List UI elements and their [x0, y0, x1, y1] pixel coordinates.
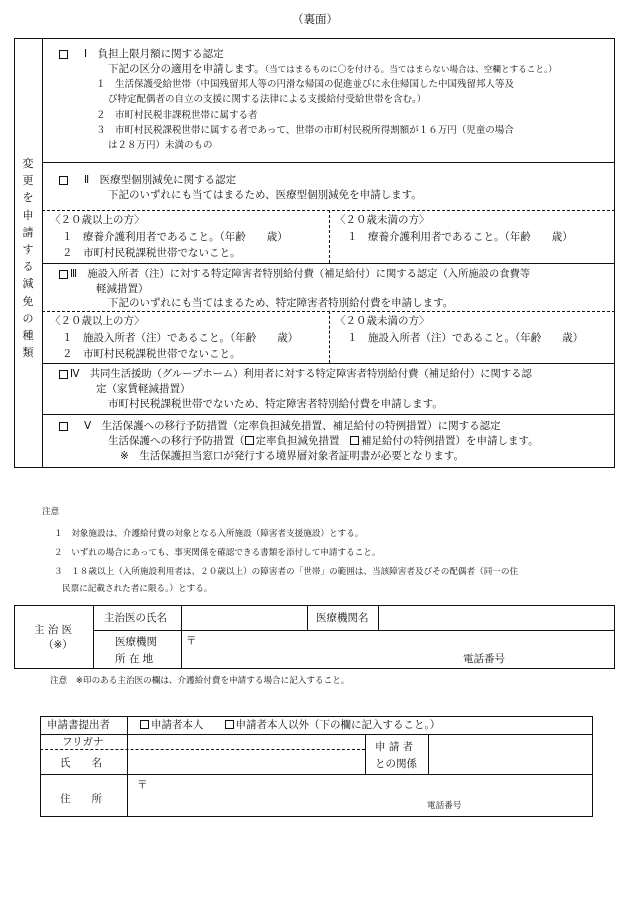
section-3-child-header: 〈２０歳未満の方〉 — [335, 315, 430, 327]
divider — [93, 630, 615, 631]
section-3-heading-1: Ⅲ 施設入所者（注）に対する特定障害者特別給付費（補足給付）に関する認定（入所施設の食費等 — [70, 268, 531, 280]
section-2-child-header: 〈２０歳未満の方〉 — [335, 214, 430, 226]
divider — [307, 605, 308, 630]
section-4-desc: 市町村民税課税世帯でないため、特定障害者特別給付費を申請します。 — [108, 398, 443, 410]
divider — [40, 734, 593, 735]
inst-phone-label: 電話番号 — [463, 653, 505, 665]
doctor-note: 注意 ※印のある主治医の欄は、介護給付費を申請する場合に記入すること。 — [50, 676, 350, 686]
section-2-heading: Ⅱ 医療型個別減免に関する認定 — [84, 174, 237, 186]
page-side-label: （裏面） — [292, 12, 338, 26]
section-3-adult-item-2: ２ 市町村民税課税世帯でないこと。 — [62, 348, 241, 360]
section-4-checkbox[interactable] — [59, 370, 68, 379]
divider — [181, 605, 182, 669]
section-5-checkbox[interactable] — [59, 422, 68, 431]
relation-field[interactable] — [430, 736, 591, 773]
divider — [93, 605, 94, 669]
submitter-options: 申請者本人 申請者本人以外（下の欄に記入すること。） — [140, 718, 440, 732]
note-2: ２ いずれの場合にあっても、事実関係を確認できる書類を添付して申請すること。 — [54, 548, 381, 558]
section-5-heading: Ⅴ 生活保護への移行予防措置（定率負担減免措置、補足給付の特例措置）に関する認定 — [84, 420, 501, 432]
section-1-checkbox[interactable] — [59, 50, 68, 59]
doctor-label-sub: （※） — [43, 639, 73, 651]
divider — [42, 263, 615, 264]
section-1-item-1b: び特定配偶者の自立の支援に関する法律による支援給付受給世帯を含む。） — [108, 94, 427, 105]
section-5-desc: 生活保護への移行予防措置（ 定率負担減免措置 補足給付の特例措置）を申請します。 — [108, 435, 539, 447]
inst-name-field[interactable] — [380, 607, 613, 629]
submitter-title: 申請書提出者 — [47, 719, 110, 731]
section-2-adult-item-1: １ 療養介護利用者であること。（年齢 歳） — [62, 231, 288, 243]
inst-addr-field[interactable] — [183, 632, 613, 668]
section-3-child-item-1: １ 施設入所者（注）であること。（年齢 歳） — [347, 332, 584, 344]
note-3a: ３ １８歳以上（入所施設利用者は、２０歳以上）の障害者の「世帯」の範囲は、当該障害者及びその配偶者（同一の住 — [54, 567, 519, 577]
side-label-divider — [42, 38, 43, 468]
section-3-checkbox[interactable] — [59, 270, 68, 279]
doctor-name-label: 主治医の氏名 — [104, 612, 167, 624]
divider — [42, 162, 615, 163]
section-3-adult-header: 〈２０歳以上の方〉 — [50, 315, 145, 327]
furigana-label: フリガナ — [62, 736, 104, 748]
section-2-checkbox[interactable] — [59, 176, 68, 185]
inst-addr-label-1: 医療機関 — [115, 636, 157, 648]
opt-fixed-rate-checkbox[interactable] — [245, 436, 254, 445]
furigana-field[interactable] — [129, 736, 363, 748]
note-3b: 民票に記載された者に限る。）とする。 — [62, 584, 213, 594]
section-3-heading-2: 軽減措置） — [96, 283, 149, 295]
opt-supplement-checkbox[interactable] — [350, 436, 359, 445]
address-field[interactable] — [129, 776, 591, 815]
section-1-item-3a: ３ 市町村民税課税世帯に属する者であって、世帯の市町村民税所得割額が１６万円（児童の場合 — [96, 125, 514, 136]
address-postal-mark: 〒 — [137, 779, 148, 791]
relation-label-2: との関係 — [375, 758, 417, 770]
section-1-item-3b: は２８万円）未満のもの — [108, 140, 213, 151]
divider — [365, 734, 366, 774]
doctor-label: 主 治 医 — [34, 624, 73, 636]
divider — [428, 734, 429, 774]
relation-label-1: 申 請 者 — [375, 741, 414, 753]
inst-addr-label-2: 所 在 地 — [115, 653, 154, 665]
divider — [378, 605, 379, 630]
side-label: 変 更 を 申 請 す る 減 免 の 種 類 — [22, 157, 34, 360]
divider — [40, 774, 593, 775]
name-field[interactable] — [129, 751, 363, 773]
section-2-desc: 下記のいずれにも当てはまるため、医療型個別減免を申請します。 — [108, 189, 422, 201]
divider — [127, 716, 128, 817]
divider — [42, 414, 615, 415]
note-1: １ 対象施設は、介護給付費の対象となる入所施設（障害者支援施設）とする。 — [54, 529, 364, 539]
divider — [42, 363, 615, 364]
section-4-heading-1: Ⅳ 共同生活援助（グループホーム）利用者に対する特定障害者特別給付費（補足給付）に関する認 — [70, 368, 532, 380]
section-4-heading-2: 定（家賃軽減措置） — [96, 383, 191, 395]
inst-postal-mark: 〒 — [186, 635, 197, 647]
section-5-note: ※ 生活保護担当窓口が発行する境界層対象者証明書が必要となります。 — [120, 450, 464, 462]
notes-title: 注意 — [42, 507, 60, 517]
section-3-adult-item-1: １ 施設入所者（注）であること。（年齢 歳） — [62, 332, 299, 344]
section-1-intro: 下記の区分の適用を申請します。（当てはまるものに〇を付ける。当てはまらない場合は、空欄とすること。） — [108, 63, 557, 75]
self-checkbox[interactable] — [140, 720, 149, 729]
address-label: 住 所 — [60, 793, 102, 805]
section-2-adult-header: 〈２０歳以上の方〉 — [50, 214, 145, 226]
other-checkbox[interactable] — [225, 720, 234, 729]
section-1-item-1a: １ 生活保護受給世帯（中国残留邦人等の円滑な帰国の促進並びに永住帰国した中国残留邦人等及 — [96, 79, 515, 90]
inst-name-label: 医療機関名 — [316, 612, 369, 624]
address-phone-label: 電話番号 — [427, 801, 462, 811]
section-3-desc: 下記のいずれにも当てはまるため、特定障害者特別給付費を申請します。 — [108, 297, 454, 309]
section-2-adult-item-2: ２ 市町村民税課税世帯でないこと。 — [62, 247, 241, 259]
section-1-item-2: ２ 市町村民税非課税世帯に属する者 — [96, 110, 258, 121]
doctor-name-field[interactable] — [183, 607, 305, 629]
divider — [40, 749, 365, 750]
section-1-heading: Ⅰ 負担上限月額に関する認定 — [84, 48, 224, 60]
name-label: 氏 名 — [60, 757, 102, 769]
section-2-child-item-1: １ 療養介護利用者であること。（年齢 歳） — [347, 231, 573, 243]
divider — [329, 311, 330, 363]
divider — [329, 210, 330, 263]
